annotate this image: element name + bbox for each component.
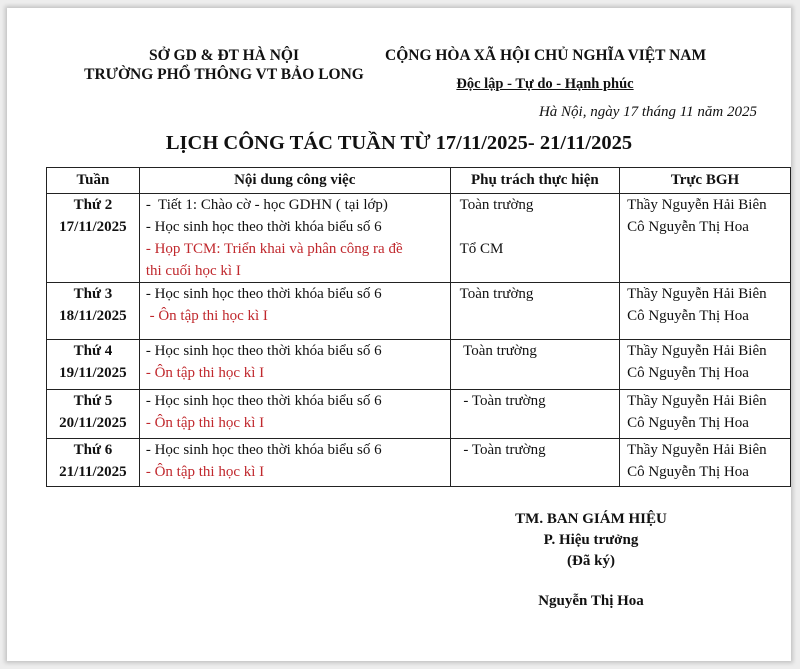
task-item: thi cuối học kì I	[145, 263, 241, 279]
signature-name: Nguyễn Thị Hoa	[538, 593, 644, 609]
responsible-item: Tổ CM	[459, 241, 504, 257]
week-cell	[47, 340, 140, 390]
duty-cell	[620, 439, 791, 487]
duty-person: Cô Nguyễn Thị Hoa	[627, 365, 749, 381]
responsible-item: Toàn trường	[459, 343, 537, 359]
document-page	[7, 8, 791, 661]
column-header-responsible: Phụ trách thực hiện	[450, 168, 619, 194]
day-label: Thứ 4	[73, 343, 113, 359]
day-label: Thứ 2	[73, 197, 113, 213]
tasks-cell	[139, 283, 450, 340]
table-row	[47, 194, 791, 283]
department-header	[7, 46, 441, 84]
duty-cell	[620, 390, 791, 439]
day-date: 17/11/2025	[59, 219, 127, 235]
task-item: - Học sinh học theo thời khóa biểu số 6	[145, 219, 382, 235]
responsible-item: Toàn trường	[459, 286, 534, 302]
national-motto: Độc lập - Tự do - Hạnh phúc	[456, 76, 634, 92]
responsible-item: Toàn trường	[459, 197, 534, 213]
column-header-tasks: Nội dung công việc	[139, 168, 450, 194]
responsible-cell	[450, 439, 619, 487]
tasks-cell	[139, 194, 450, 283]
responsible-cell	[450, 390, 619, 439]
task-item: - Học sinh học theo thời khóa biểu số 6	[145, 343, 382, 359]
table-header-row	[47, 168, 791, 194]
tasks-cell	[139, 439, 450, 487]
task-item: - Học sinh học theo thời khóa biểu số 6	[145, 393, 382, 409]
signature-position: P. Hiệu trưởng	[543, 532, 639, 548]
week-cell	[47, 283, 140, 340]
task-item: - Học sinh học theo thời khóa biểu số 6	[145, 286, 382, 302]
duty-person: Thầy Nguyễn Hải Biên	[627, 197, 767, 213]
task-item: - Họp TCM: Triển khai và phân công ra đề	[145, 241, 403, 257]
day-date: 21/11/2025	[59, 464, 127, 480]
date-line: Hà Nội, ngày 17 tháng 11 năm 2025	[538, 104, 757, 120]
responsible-cell	[450, 283, 619, 340]
duty-cell	[620, 283, 791, 340]
task-item: - Ôn tập thi học kì I	[145, 365, 265, 381]
task-item: - Ôn tập thi học kì I	[145, 415, 265, 431]
week-cell	[47, 194, 140, 283]
department-name: SỞ GD & ĐT HÀ NỘI	[149, 47, 299, 64]
signature-status: (Đã ký)	[567, 553, 615, 569]
responsible-item: - Toàn trường	[459, 442, 546, 458]
responsible-item: - Toàn trường	[459, 393, 546, 409]
responsible-cell	[450, 194, 619, 283]
day-label: Thứ 5	[73, 393, 113, 409]
duty-cell	[620, 194, 791, 283]
duty-person: Cô Nguyễn Thị Hoa	[627, 464, 749, 480]
responsible-item	[460, 216, 619, 238]
table-row	[47, 340, 791, 390]
task-item: - Ôn tập thi học kì I	[145, 464, 265, 480]
task-item: - Tiết 1: Chào cờ - học GDHN ( tại lớp)	[145, 197, 388, 213]
signature-org: TM. BAN GIÁM HIỆU	[515, 511, 667, 527]
day-date: 20/11/2025	[59, 415, 127, 431]
table-row	[47, 390, 791, 439]
table-row	[47, 439, 791, 487]
duty-person: Thầy Nguyễn Hải Biên	[627, 442, 767, 458]
responsible-cell	[450, 340, 619, 390]
table-row	[47, 283, 791, 340]
duty-person: Thầy Nguyễn Hải Biên	[627, 286, 767, 302]
tasks-cell	[139, 390, 450, 439]
week-cell	[47, 439, 140, 487]
duty-person: Cô Nguyễn Thị Hoa	[627, 415, 749, 431]
document-title: LỊCH CÔNG TÁC TUẦN TỪ 17/11/2025- 21/11/2025	[165, 132, 633, 154]
duty-person: Cô Nguyễn Thị Hoa	[627, 308, 749, 324]
duty-person: Thầy Nguyễn Hải Biên	[627, 393, 767, 409]
tasks-cell	[139, 340, 450, 390]
day-label: Thứ 3	[73, 286, 113, 302]
task-item: - Học sinh học theo thời khóa biểu số 6	[145, 442, 382, 458]
column-header-duty: Trực BGH	[620, 168, 791, 194]
duty-person: Thầy Nguyễn Hải Biên	[627, 343, 767, 359]
national-header: CỘNG HÒA XÃ HỘI CHỦ NGHĨA VIỆT NAM	[385, 47, 707, 64]
day-label: Thứ 6	[73, 442, 113, 458]
column-header-week: Tuần	[47, 168, 140, 194]
schedule-table	[46, 167, 791, 487]
week-cell	[47, 390, 140, 439]
duty-cell	[620, 340, 791, 390]
school-name: TRƯỜNG PHỔ THÔNG VT BẢO LONG	[84, 66, 364, 83]
duty-person: Cô Nguyễn Thị Hoa	[627, 219, 749, 235]
day-date: 18/11/2025	[59, 308, 127, 324]
day-date: 19/11/2025	[59, 365, 127, 381]
task-item: - Ôn tập thi học kì I	[145, 308, 268, 324]
